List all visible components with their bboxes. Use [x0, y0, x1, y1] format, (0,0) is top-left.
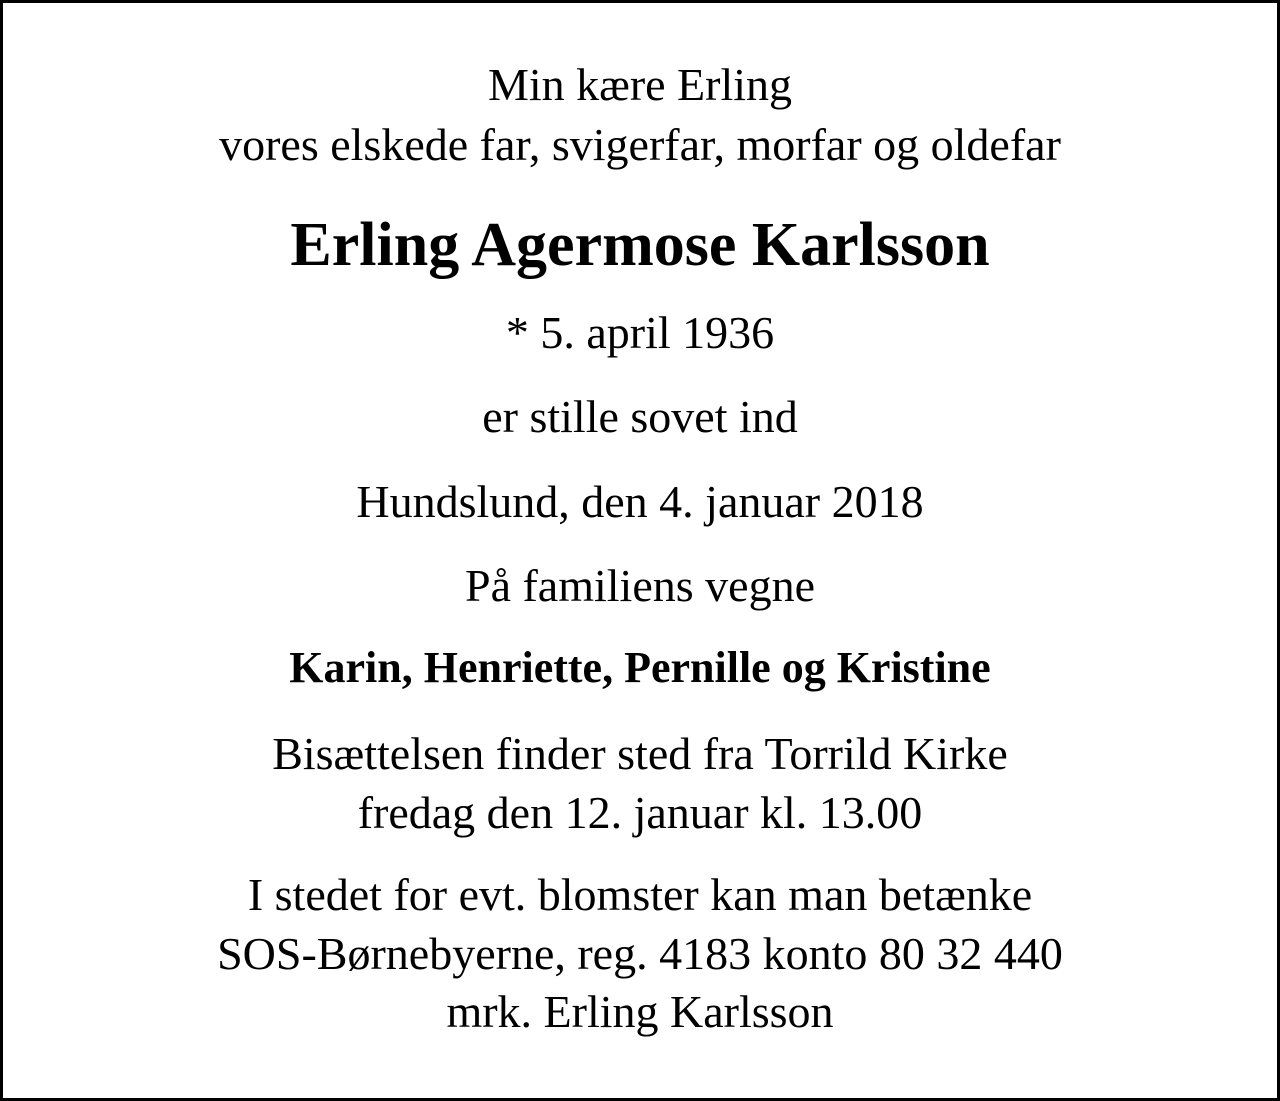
donation-intro: I stedet for evt. blomster kan man betænke [247, 869, 1033, 920]
passing-line: er stille sovet ind [482, 391, 798, 442]
donation-account: SOS-Børnebyerne, reg. 4183 konto 80 32 440 [217, 928, 1063, 979]
funeral-time: fredag den 12. januar kl. 13.00 [357, 787, 923, 838]
donation-reference: mrk. Erling Karlsson [446, 986, 834, 1037]
funeral-location: Bisættelsen finder sted fra Torrild Kirke [272, 728, 1008, 779]
relation-line: vores elskede far, svigerfar, morfar og oldefar [219, 119, 1061, 170]
family-signers: Karin, Henriette, Pernille og Kristine [289, 643, 991, 692]
deceased-name: Erling Agermose Karlsson [290, 211, 990, 279]
on-behalf-line: På familiens vegne [464, 560, 815, 611]
place-and-date: Hundslund, den 4. januar 2018 [356, 476, 924, 527]
birth-date: * 5. april 1936 [505, 307, 775, 358]
greeting-line: Min kære Erling [487, 59, 793, 110]
